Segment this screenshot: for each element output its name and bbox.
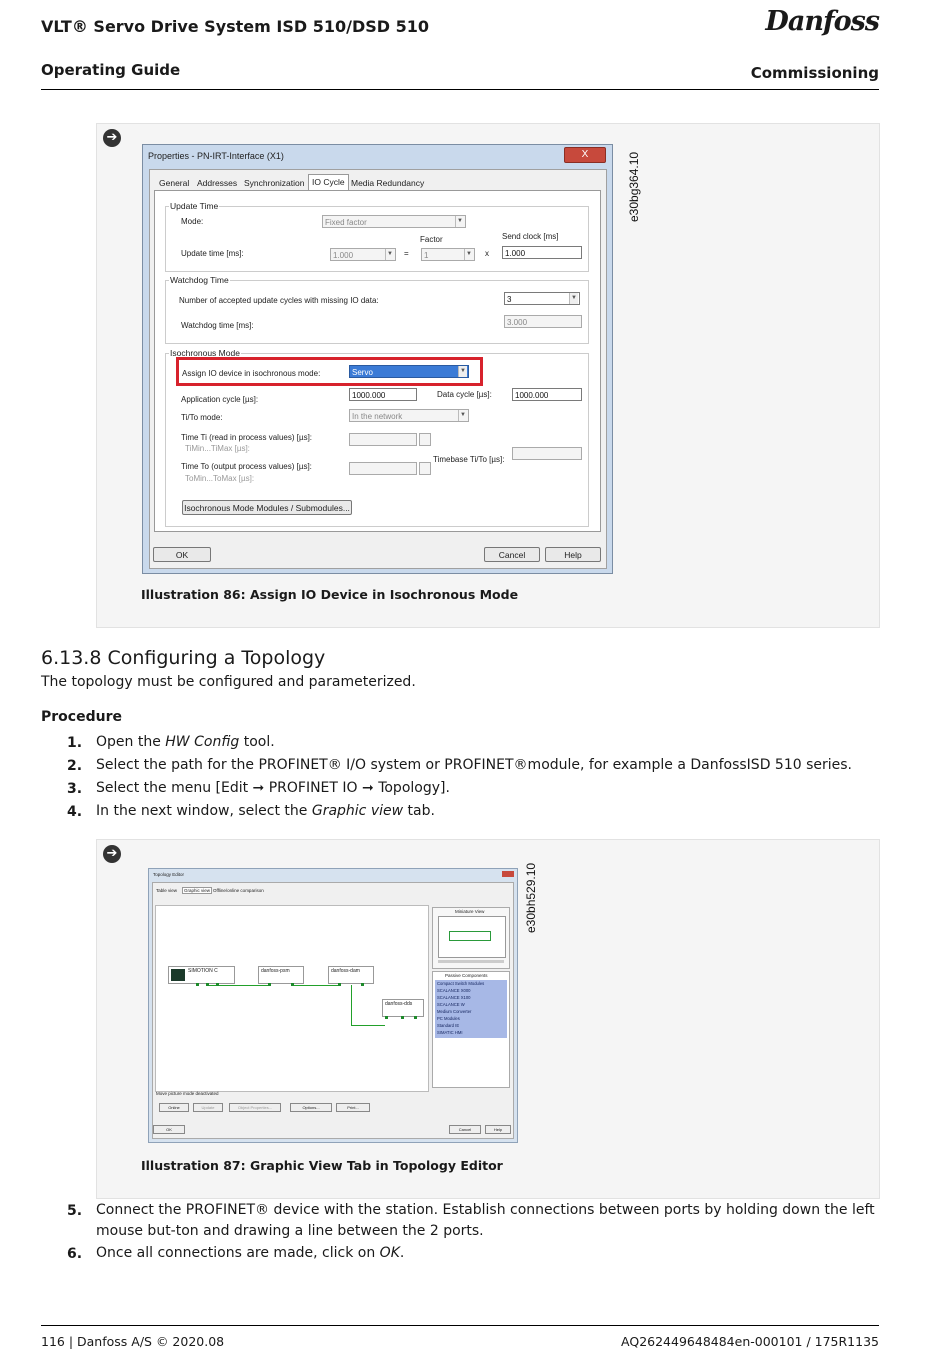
- step-1: [96, 732, 275, 753]
- missing-cycles-value: 3: [507, 295, 512, 304]
- footer-divider: [41, 1325, 879, 1326]
- connection-line: [351, 985, 352, 1025]
- dialog-title: Properties - PN-IRT-Interface (X1): [148, 151, 284, 161]
- tito-mode-select[interactable]: [349, 409, 469, 422]
- update-time-label: Update Time: [170, 201, 219, 211]
- section-label: Commissioning: [750, 64, 879, 82]
- danfoss-logo: Danfoss: [765, 6, 879, 37]
- node-label: danfoss-psm: [261, 968, 290, 974]
- step-text: Once all connections are made, click on: [96, 1245, 380, 1261]
- close-icon[interactable]: [502, 871, 514, 877]
- step-6: [96, 1243, 404, 1264]
- time-to-field[interactable]: [349, 462, 417, 475]
- io-cycle-pane: [154, 190, 601, 532]
- time-ti-label: Time Ti (read in process values) [µs]:: [181, 433, 313, 442]
- watchdog-time-field: 3.000: [504, 315, 582, 328]
- step-number: 3.: [67, 781, 83, 797]
- connection-line: [291, 985, 338, 986]
- update-button[interactable]: Update: [193, 1103, 223, 1112]
- help-button[interactable]: Help: [545, 547, 601, 562]
- assign-io-select[interactable]: [349, 365, 469, 378]
- close-button[interactable]: X: [564, 147, 606, 163]
- online-button[interactable]: Online: [159, 1103, 189, 1112]
- step-emphasis: Graphic view: [311, 803, 404, 819]
- section-intro: The topology must be configured and parameterized.: [41, 674, 416, 690]
- port-icon[interactable]: [385, 1016, 388, 1019]
- figure-86-id: e30bg364.10: [627, 151, 641, 222]
- time-to-label: Time To (output process values) [µs]:: [181, 462, 312, 471]
- step-emphasis: OK: [379, 1245, 400, 1261]
- footer-left: 116 | Danfoss A/S © 2020.08: [41, 1334, 225, 1349]
- procedure-heading: Procedure: [41, 709, 122, 725]
- connection-line: [351, 1025, 385, 1026]
- chevron-down-icon: ▼: [458, 410, 467, 421]
- component-item[interactable]: SIMATIC HMI: [437, 1030, 463, 1035]
- assign-io-label: Assign IO device in isochronous mode:: [182, 369, 321, 378]
- tab-general[interactable]: General: [159, 178, 190, 188]
- miniature-view-label: Miniature View: [455, 909, 485, 914]
- chevron-down-icon: ▼: [569, 293, 578, 304]
- update-time-field-label: Update time [ms]:: [181, 249, 244, 258]
- editor-body: [152, 882, 514, 1139]
- miniature-view-panel: [432, 907, 510, 969]
- node-simotion[interactable]: [168, 966, 235, 984]
- editor-title: Topology Editor: [153, 872, 185, 877]
- figure-86-caption: Illustration 86: Assign IO Device in Isochronous Mode: [141, 587, 519, 602]
- step-number: 1.: [67, 735, 83, 751]
- chevron-down-icon: ▼: [464, 249, 473, 260]
- footer-right: AQ262449648484en-000101 / 175R1135: [621, 1334, 879, 1349]
- chevron-down-icon: ▼: [385, 249, 394, 260]
- step-text: In the next window, select the: [96, 803, 312, 819]
- header-divider: [41, 89, 879, 90]
- chevron-down-icon: ▼: [458, 366, 467, 377]
- isochronous-label: Isochronous Mode: [170, 348, 240, 358]
- missing-cycles-label: Number of accepted update cycles with missing IO data:: [179, 296, 379, 305]
- factor-label: Factor: [420, 235, 443, 244]
- port-icon[interactable]: [206, 983, 209, 986]
- figure-87-caption: Illustration 87: Graphic View Tab in Topology Editor: [141, 1158, 503, 1173]
- step-text: Open the: [96, 734, 166, 750]
- time-ti-field[interactable]: [349, 433, 417, 446]
- tab-table-view[interactable]: Table view: [156, 888, 178, 893]
- component-item[interactable]: SCALANCE W: [437, 1002, 465, 1007]
- passive-components-label: Passive Components: [445, 973, 488, 978]
- mode-select[interactable]: [322, 215, 466, 228]
- dialog-body: [149, 169, 607, 569]
- send-clock-label: Send clock [ms]: [502, 232, 559, 241]
- step-number: 5.: [67, 1203, 83, 1219]
- topology-editor: [148, 868, 518, 1143]
- tab-media-redundancy[interactable]: Media Redundancy: [351, 178, 425, 188]
- miniature-canvas[interactable]: [438, 916, 506, 958]
- timebase-field: [512, 447, 582, 460]
- editor-cancel-button[interactable]: Cancel: [449, 1125, 481, 1134]
- time-ti-spinner[interactable]: [419, 433, 431, 446]
- tito-mode-label: Ti/To mode:: [181, 413, 223, 422]
- editor-help-button[interactable]: Help: [485, 1125, 511, 1134]
- step-5: Connect the PROFINET® device with the station. Establish connections between ports by holding down the left mouse but-ton and drawing a line between the 2 ports.: [96, 1202, 875, 1239]
- section-heading: 6.13.8 Configuring a Topology: [41, 647, 326, 669]
- component-item[interactable]: SCALANCE X000: [437, 988, 471, 993]
- tab-offline-online[interactable]: Offline/online comparison: [213, 888, 264, 893]
- options-button[interactable]: Options...: [290, 1103, 332, 1112]
- step-3: Select the menu [Edit ➞ PROFINET IO ➞ Topology].: [96, 780, 450, 796]
- node-label: danfoss-dam: [331, 968, 360, 974]
- equals-sign: =: [404, 249, 409, 258]
- port-icon[interactable]: [216, 983, 219, 986]
- watchdog-label: Watchdog Time: [170, 275, 229, 285]
- send-clock-field[interactable]: 1.000: [502, 246, 582, 259]
- step-text: tab.: [403, 803, 435, 819]
- port-icon[interactable]: [268, 983, 271, 986]
- tab-io-cycle[interactable]: IO Cycle: [308, 174, 349, 191]
- factor-select[interactable]: [421, 248, 475, 261]
- tab-graphic-view[interactable]: Graphic view: [184, 888, 211, 893]
- status-text: Move picture mode deactivated: [156, 1091, 219, 1096]
- data-cycle-field: 1000.000: [512, 388, 582, 401]
- figure-87-id: e30bh529.10: [524, 862, 538, 933]
- node-danfoss-dam[interactable]: [328, 966, 374, 984]
- node-label: danfoss-dds: [385, 1001, 413, 1007]
- step-number: 4.: [67, 804, 83, 820]
- step-emphasis: HW Config: [165, 734, 240, 750]
- step-2: Select the path for the PROFINET® I/O system or PROFINET®module, for example a DanfossISD 510 series.: [96, 757, 852, 773]
- timebase-label: Timebase Ti/To [µs]:: [433, 455, 505, 464]
- component-item[interactable]: Compact Switch Modules: [437, 981, 485, 986]
- graphic-canvas[interactable]: [155, 905, 429, 1092]
- port-icon[interactable]: [291, 983, 294, 986]
- time-to-spinner[interactable]: [419, 462, 431, 475]
- data-cycle-label: Data cycle [µs]:: [437, 390, 492, 399]
- zoom-slider[interactable]: [438, 960, 504, 963]
- properties-dialog: [142, 144, 613, 574]
- component-item[interactable]: Standard IE: [437, 1023, 460, 1028]
- components-list[interactable]: [435, 980, 507, 1038]
- factor-value: 1: [424, 251, 429, 260]
- cancel-button[interactable]: Cancel: [484, 547, 540, 562]
- arrow-right-icon: ➔: [103, 845, 121, 863]
- document-title: VLT® Servo Drive System ISD 510/DSD 510: [41, 17, 430, 36]
- watchdog-time-label: Watchdog time [ms]:: [181, 321, 254, 330]
- watchdog-group: [165, 280, 589, 344]
- node-label: SIMOTION C: [188, 968, 218, 974]
- device-icon: [171, 969, 185, 981]
- tab-synchronization[interactable]: Synchronization: [244, 178, 305, 188]
- port-icon[interactable]: [338, 983, 341, 986]
- node-danfoss-psm[interactable]: [258, 966, 304, 984]
- step-number: 6.: [67, 1246, 83, 1262]
- component-item[interactable]: SCALANCE X100: [437, 995, 471, 1000]
- tito-mode-value: In the network: [352, 412, 403, 421]
- object-properties-button[interactable]: Object Properties...: [229, 1103, 281, 1112]
- port-icon[interactable]: [414, 1016, 417, 1019]
- assign-io-value: Servo: [352, 368, 373, 377]
- guide-label: Operating Guide: [41, 61, 181, 79]
- update-time-value: 1.000: [333, 251, 354, 260]
- step-text: .: [399, 1245, 405, 1261]
- missing-cycles-select[interactable]: [504, 292, 580, 305]
- mode-value: Fixed factor: [325, 218, 367, 227]
- app-cycle-label: Application cycle [µs]:: [181, 395, 259, 404]
- component-item[interactable]: PC Modules: [437, 1016, 460, 1021]
- port-icon[interactable]: [361, 983, 364, 986]
- print-button[interactable]: Print...: [336, 1103, 370, 1112]
- isochronous-modules-button[interactable]: Isochronous Mode Modules / Submodules...: [182, 500, 352, 515]
- step-text: tool.: [239, 734, 275, 750]
- to-range-label: ToMin...ToMax [µs]:: [185, 474, 255, 483]
- passive-components-panel: [432, 971, 510, 1088]
- arrow-right-icon: ➔: [103, 129, 121, 147]
- times-sign: x: [485, 249, 489, 258]
- editor-ok-button[interactable]: OK: [153, 1125, 185, 1134]
- port-icon[interactable]: [196, 983, 199, 986]
- port-icon[interactable]: [401, 1016, 404, 1019]
- mode-label: Mode:: [181, 217, 204, 226]
- step-number: 2.: [67, 758, 83, 774]
- ti-range-label: TiMin...TiMax [µs]:: [185, 444, 250, 453]
- app-cycle-field[interactable]: 1000.000: [349, 388, 417, 401]
- tab-addresses[interactable]: Addresses: [197, 178, 238, 188]
- ok-button[interactable]: OK: [153, 547, 211, 562]
- update-time-select[interactable]: [330, 248, 396, 261]
- component-item[interactable]: Medium Converter: [437, 1009, 472, 1014]
- miniature-frame: [449, 931, 491, 941]
- chevron-down-icon: ▼: [455, 216, 464, 227]
- step-4: [96, 801, 435, 822]
- node-danfoss-dds[interactable]: [382, 999, 424, 1017]
